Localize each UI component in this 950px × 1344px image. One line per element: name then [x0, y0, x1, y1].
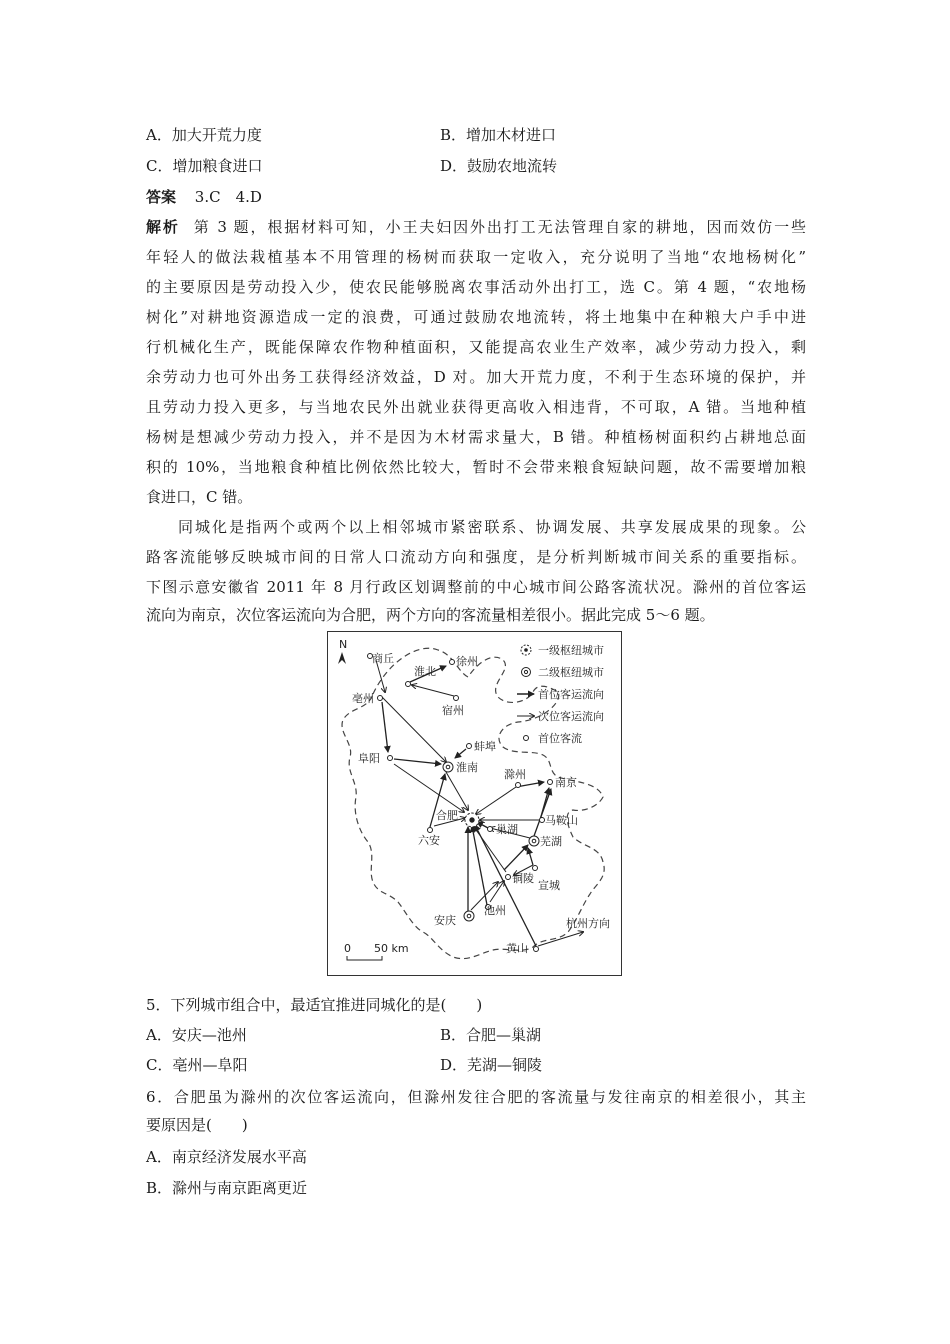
answer-line — [146, 187, 262, 207]
city-xuzhou: 徐州 — [456, 655, 478, 668]
city-tongling: 铜陵 — [512, 872, 534, 885]
north-arrow-icon — [338, 652, 346, 664]
city-hangzhou: 杭州方向 — [566, 917, 610, 930]
material-line-2: 路客流能够反映城市间的日常人口流动方向和强度，是分析判断城市间关系的重要指标。 — [146, 548, 806, 566]
analysis-line-7: 且劳动力投入更多，与当地农民外出就业获得更高收入相违背，不可取，A 错。当地种植 — [146, 398, 806, 416]
city-markers — [368, 654, 553, 952]
q6-option-a: A．南京经济发展水平高 — [146, 1148, 307, 1166]
city-bozhou: 亳州 — [352, 692, 374, 705]
q4-option-b: B．增加木材进口 — [440, 126, 557, 144]
city-chizhou: 池州 — [484, 904, 506, 917]
legend-secondary-flow: 次位客运流向 — [538, 710, 604, 723]
city-huainan: 淮南 — [456, 761, 478, 774]
scale-bar — [344, 942, 409, 960]
q5-option-b: B．合肥—巢湖 — [440, 1026, 542, 1044]
analysis-line-3: 的主要原因是劳动投入少，使农民能够脱离农事活动外出打工，选 C。第 4 题，“农地杨 — [146, 278, 806, 296]
north-label: N — [339, 638, 348, 651]
analysis-line-10: 食进口，C 错。 — [146, 488, 253, 506]
city-hefei: 合肥 — [436, 809, 458, 822]
material-line-1: 同城化是指两个或两个以上相邻城市紧密联系、协调发展、共享发展成果的现象。公 — [178, 518, 806, 536]
city-luan: 六安 — [418, 834, 440, 847]
analysis-line-6: 余劳动力也可外出务工获得经济效益，D 对。加大开荒力度，不利于生态环境的保护，并 — [146, 368, 806, 386]
analysis-line-8: 杨树是想减少劳动力投入，并不是因为木材需求量大，B 错。种植杨树面积约占耕地总面 — [146, 428, 806, 446]
city-fuyang: 阜阳 — [358, 752, 380, 765]
q5-option-d: D．芜湖—铜陵 — [440, 1056, 543, 1074]
analysis-line-2: 年轻人的做法栽植基本不用管理的杨树而获取一定收入，充分说明了当地“农地杨树化” — [146, 248, 806, 266]
analysis-line-9: 积的 10%，当地粮食种植比例依然比较大，暂时不会带来粮食短缺问题，故不需要增加粮 — [146, 458, 806, 476]
q4-option-a: A．加大开荒力度 — [146, 126, 262, 144]
city-huaibei: 淮北 — [414, 665, 436, 678]
city-shangqiu: 商丘 — [372, 652, 394, 665]
q5-option-a: A．安庆—池州 — [146, 1026, 247, 1044]
answer-label: 答案 — [146, 188, 177, 206]
q6-option-b: B．滁州与南京距离更近 — [146, 1179, 308, 1197]
q5-stem: 5．下列城市组合中，最适宜推进同城化的是( ) — [146, 996, 483, 1014]
answer-text: 3.C 4.D — [194, 188, 262, 206]
legend-primary-passenger: 首位客流 — [538, 732, 582, 745]
q4-option-d: D．鼓励农地流转 — [440, 157, 558, 175]
scale-label: 50 km — [374, 942, 409, 955]
city-nanjing: 南京 — [555, 776, 577, 789]
city-bengbu: 蚌埠 — [474, 740, 496, 753]
city-anqing: 安庆 — [434, 914, 456, 927]
analysis-label: 解析 — [146, 218, 180, 236]
city-huangshan: 黄山 — [506, 942, 528, 955]
city-xuancheng: 宣城 — [538, 879, 560, 892]
city-chaohu: 巢湖 — [496, 823, 518, 836]
city-chuzhou: 滁州 — [504, 768, 526, 781]
map-legend — [517, 643, 604, 745]
scale-zero: 0 — [344, 942, 351, 955]
legend-primary-flow: 首位客运流向 — [538, 688, 604, 701]
flow-lines — [376, 660, 583, 946]
map-svg — [328, 632, 621, 975]
q5-option-c: C．亳州—阜阳 — [146, 1056, 248, 1074]
passenger-flow-map — [327, 631, 622, 976]
material-line-4: 流向为南京，次位客运流向为合肥，两个方向的客流量相差很小。据此完成 5～6 题。 — [146, 606, 715, 624]
analysis-line-1: 解析 第 3 题，根据材料可知，小王夫妇因外出打工无法管理自家的耕地，因而效仿一些 — [146, 218, 806, 236]
analysis-line-5: 行机械化生产，既能保障农作物种植面积，又能提高农业生产效率，减少劳动力投入，剩 — [146, 338, 806, 356]
legend-level1: 一级枢纽城市 — [538, 644, 604, 657]
q6-stem-2: 要原因是( ) — [146, 1116, 248, 1134]
q4-option-c: C．增加粮食进口 — [146, 157, 263, 175]
q6-stem-1: 6．合肥虽为滁州的次位客运流向，但滁州发往合肥的客流量与发往南京的相差很小，其主 — [146, 1088, 806, 1106]
legend-level2: 二级枢纽城市 — [538, 666, 604, 679]
city-suzhou: 宿州 — [442, 704, 464, 717]
analysis-line-4: 树化”对耕地资源造成一定的浪费，可通过鼓励农地流转，将土地集中在种粮大户手中进 — [146, 308, 806, 326]
material-line-3: 下图示意安徽省 2011 年 8 月行政区划调整前的中心城市间公路客流状况。滁州的首位客运 — [146, 578, 806, 596]
city-maanshan: 马鞍山 — [545, 814, 578, 827]
city-wuhu: 芜湖 — [540, 835, 562, 848]
